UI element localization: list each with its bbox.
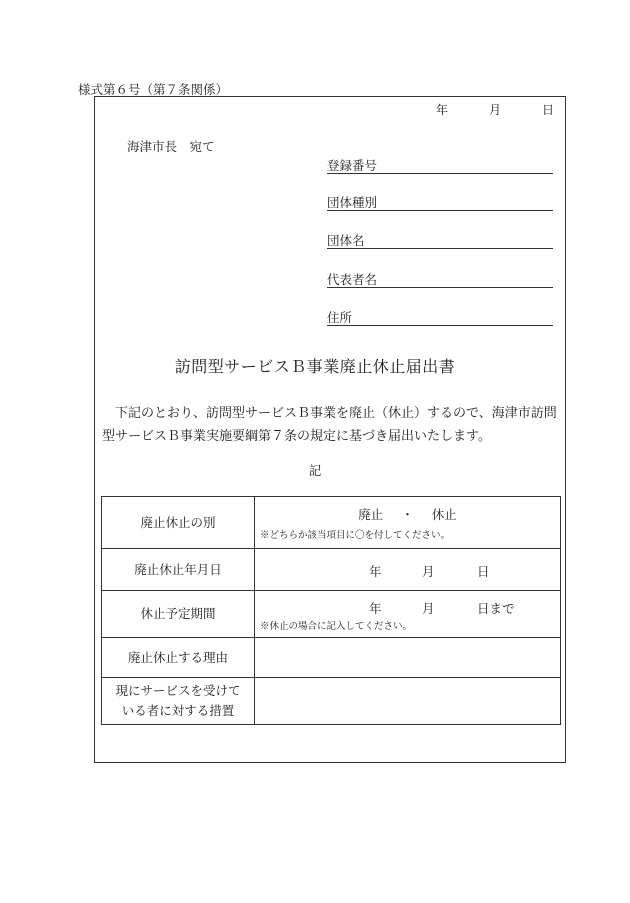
abolish-suspend-type-value[interactable] [255, 497, 561, 549]
choice-note: ※どちらか該当項目に〇を付してください。 [260, 530, 451, 541]
address-label: 住所 [327, 310, 353, 325]
suspension-note: ※休止の場合に記入してください。 [260, 621, 413, 632]
suspension-period-label: 休止予定期間 [102, 591, 255, 638]
organization-name-label: 団体名 [327, 233, 365, 248]
registration-number-label: 登録番号 [327, 158, 378, 173]
reason-label: 廃止休止する理由 [102, 638, 255, 678]
row2-year-label: 年 [369, 563, 382, 579]
reason-value[interactable] [255, 638, 561, 678]
registration-number-field[interactable] [327, 156, 553, 174]
abolish-suspend-type-label: 廃止休止の別 [102, 497, 255, 549]
date-day-label: 日 [542, 103, 555, 117]
table-row [102, 497, 561, 549]
table-row [102, 549, 561, 591]
row2-month-label: 月 [422, 563, 435, 579]
row3-month-label: 月 [422, 601, 435, 616]
table-row [102, 591, 561, 638]
table-row [102, 678, 561, 725]
form-number: 様式第６号（第７条関係） [78, 82, 229, 97]
row3-year-label: 年 [369, 601, 382, 616]
organization-name-field[interactable] [327, 231, 553, 249]
details-table [101, 496, 561, 725]
ki-heading: 記 [308, 463, 322, 478]
organization-type-field[interactable] [327, 193, 553, 211]
measures-label-line2: いる者に対する措置 [121, 703, 235, 718]
choice-abolish[interactable]: 廃止 [358, 507, 384, 522]
choice-suspend[interactable]: 休止 [431, 507, 457, 522]
row3-until-label: 日まで [477, 601, 515, 616]
suspension-period-value[interactable] [255, 591, 561, 638]
addressee: 海津市長 宛て [127, 139, 215, 154]
measures-label [102, 678, 255, 725]
table-row [102, 638, 561, 678]
address-field[interactable] [327, 308, 553, 326]
representative-name-field[interactable] [327, 270, 553, 288]
choice-separator: ・ [401, 507, 414, 522]
measures-value[interactable] [255, 678, 561, 725]
abolish-suspend-date-label: 廃止休止年月日 [102, 549, 255, 591]
date-year-label: 年 [436, 103, 449, 117]
row2-day-label: 日 [477, 563, 490, 579]
date-month-label: 月 [489, 103, 502, 117]
representative-name-label: 代表者名 [327, 272, 378, 287]
document-title: 訪問型サービスＢ事業廃止休止届出書 [174, 357, 456, 376]
abolish-suspend-date-value[interactable] [255, 549, 561, 591]
abolish-suspend-choice [255, 505, 560, 523]
body-text: 下記のとおり、訪問型サービスＢ事業を廃止（休止）するので、海津市訪問型サービスＢ事業実施要綱第７条の規定に基づき届出いたします。 [102, 406, 557, 444]
measures-label-line1: 現にサービスを受けて [115, 683, 241, 698]
organization-type-label: 団体種別 [327, 195, 378, 210]
